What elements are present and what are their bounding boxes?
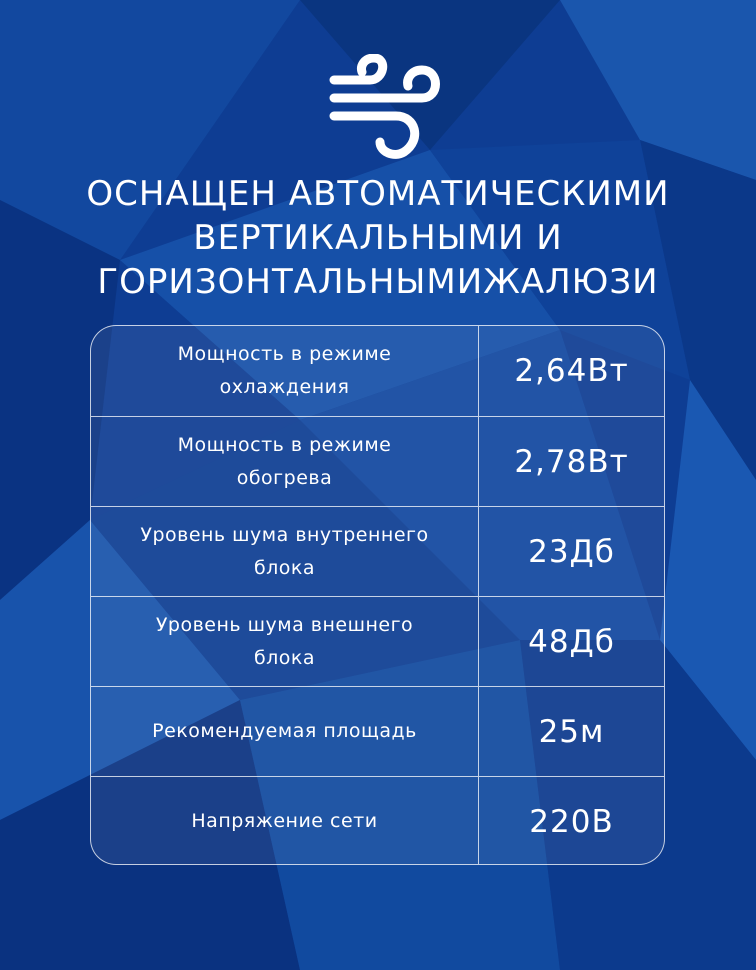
spec-label: Мощность в режиме обогрева — [177, 433, 392, 489]
spec-value: 2,78Вт — [478, 417, 664, 506]
spec-value: 25м — [478, 687, 664, 776]
spec-row-cooling-power — [91, 326, 664, 416]
spec-value: 220В — [478, 777, 664, 865]
spec-row-outdoor-noise — [91, 596, 664, 686]
spec-value: 48Дб — [478, 597, 664, 686]
headline-line-1: ОСНАЩЕН АВТОМАТИЧЕСКИМИ — [86, 174, 670, 214]
headline — [0, 172, 756, 304]
spec-value: 2,64Вт — [478, 326, 664, 416]
headline-line-3: ГОРИЗОНТАЛЬНЫМИЖАЛЮЗИ — [97, 262, 659, 302]
spec-label: Напряжение сети — [191, 810, 378, 832]
spec-value: 23Дб — [478, 507, 664, 596]
spec-label: Уровень шума внутреннего блока — [140, 523, 429, 579]
spec-row-recommended-area — [91, 686, 664, 776]
wind-icon — [326, 54, 442, 168]
spec-row-voltage — [91, 776, 664, 865]
spec-label: Рекомендуемая площадь — [152, 720, 417, 742]
spec-label: Уровень шума внешнего блока — [155, 613, 414, 669]
spec-table — [90, 325, 665, 865]
spec-row-heating-power — [91, 416, 664, 506]
spec-row-indoor-noise — [91, 506, 664, 596]
spec-label: Мощность в режиме охлаждения — [177, 343, 392, 398]
headline-line-2: ВЕРТИКАЛЬНЫМИ И — [193, 218, 563, 258]
